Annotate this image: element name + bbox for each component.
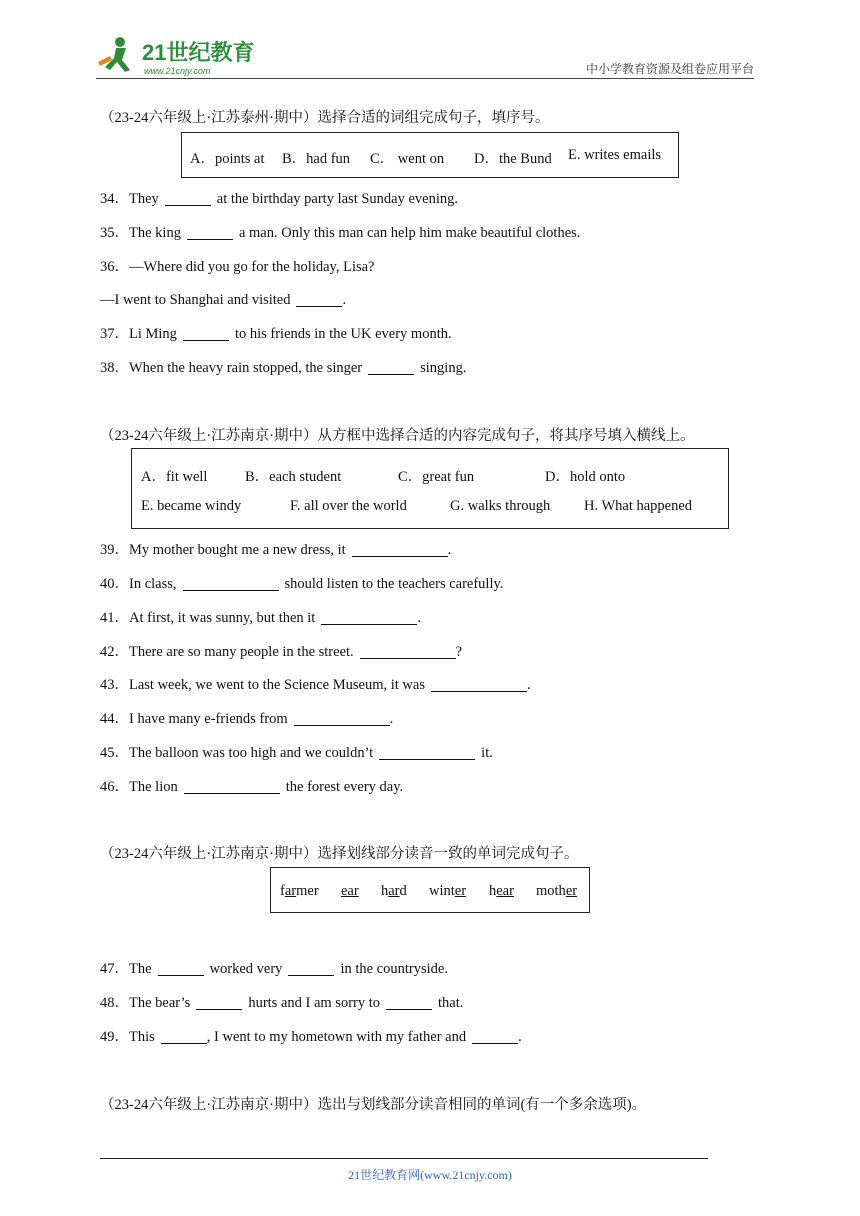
answer-blank[interactable] [187,225,233,240]
question-43: 43．Last week, we went to the Science Museum, it was . [100,677,531,693]
question-number: 41． [100,610,129,626]
section3-instruction: （23-24六年级上·江苏南京·期中）选择划线部分读音一致的单词完成句子。 [100,846,579,862]
word-hear: hear [489,883,514,899]
question-number: 42． [100,644,129,660]
word-farmer: farmer [280,883,319,899]
answer-blank[interactable] [431,677,527,692]
option-c: C． went on [370,151,445,167]
question-number: 48． [100,995,129,1011]
answer-blank[interactable] [294,711,390,726]
option-e: E. became windy [141,498,242,514]
word-ear: ear [341,883,359,899]
question-number: 40． [100,576,129,592]
word-mother: mother [536,883,578,899]
question-44: 44．I have many e-friends from . [100,711,394,727]
answer-blank[interactable] [184,779,280,794]
answer-blank[interactable] [183,576,279,591]
question-46: 46．The lion the forest every day. [100,779,404,795]
answer-blank[interactable] [165,191,211,206]
question-36: 36．—Where did you go for the holiday, Lisa? [100,259,375,275]
option-g: G. walks through [450,498,551,514]
question-42: 42．There are so many people in the street. ? [100,644,463,660]
question-number: 36． [100,259,129,275]
question-45: 45．The balloon was too high and we couldn’t it. [100,745,493,761]
question-number: 47． [100,961,129,977]
option-b: B．had fun [282,151,351,167]
option-a: A．fit well [141,469,208,485]
running-figure-icon [98,37,130,72]
option-a: A．points at [190,151,265,167]
question-48: 48．The bear’s hurts and I am sorry to that. [100,995,464,1011]
question-number: 37． [100,326,129,342]
answer-blank[interactable] [288,961,334,976]
answer-blank[interactable] [161,1029,207,1044]
answer-blank[interactable] [368,360,414,375]
answer-blank[interactable] [158,961,204,976]
question-number: 34． [100,191,129,207]
question-38: 38．When the heavy rain stopped, the singer singing. [100,360,467,376]
footer-link[interactable]: 21世纪教育网(www.21cnjy.com) [348,1168,512,1182]
logo-text: 21世纪教育 [142,40,255,65]
section1-instruction: （23-24六年级上·江苏泰州·期中）选择合适的词组完成句子，填序号。 [100,110,550,126]
answer-blank[interactable] [472,1029,518,1044]
answer-blank[interactable] [296,292,342,307]
option-c: C．great fun [398,469,475,485]
question-number: 38． [100,360,129,376]
header-divider [96,78,754,79]
word-hard: hard [381,883,407,899]
footer-divider [100,1158,708,1159]
question-34: 34．They at the birthday party last Sunday evening. [100,191,459,207]
question-47: 47．The worked very in the countryside. [100,961,448,977]
answer-blank[interactable] [352,542,448,557]
question-37: 37．Li Ming to his friends in the UK every month. [100,326,452,342]
question-number: 43． [100,677,129,693]
question-36-reply: —I went to Shanghai and visited . [100,292,347,308]
question-number: 44． [100,711,129,727]
question-number: 39． [100,542,129,558]
question-40: 40．In class, should listen to the teachers carefully. [100,576,504,592]
header-right-text: 中小学教育资源及组卷应用平台 [585,62,754,76]
answer-blank[interactable] [183,326,229,341]
question-number: 45． [100,745,129,761]
answer-blank[interactable] [386,995,432,1010]
option-f: F. all over the world [290,498,407,514]
section3-word-box [270,867,590,913]
question-number: 46． [100,779,129,795]
logo-subtext: www.21cnjy.com [144,66,211,76]
option-h: H. What happened [584,498,693,514]
answer-blank[interactable] [321,610,417,625]
answer-blank[interactable] [196,995,242,1010]
option-d: D．the Bund [474,151,552,167]
option-e: E. writes emails [568,147,662,163]
option-d: D．hold onto [545,469,626,485]
word-winter: winter [429,883,467,899]
section1-option-box [181,132,679,178]
question-number: 35． [100,225,129,241]
site-logo [96,34,266,78]
section4-instruction: （23-24六年级上·江苏南京·期中）选出与划线部分读音相同的单词(有一个多余选项)。 [100,1097,647,1113]
question-49: 49．This , I went to my hometown with my father and . [100,1029,522,1045]
question-number: 49． [100,1029,129,1045]
question-41: 41．At first, it was sunny, but then it . [100,610,421,626]
section2-option-box [131,448,729,529]
answer-blank[interactable] [360,644,456,659]
question-35: 35．The king a man. Only this man can help him make beautiful clothes. [100,225,581,241]
section2-instruction: （23-24六年级上·江苏南京·期中）从方框中选择合适的内容完成句子，将其序号填入横线上。 [100,428,695,444]
answer-blank[interactable] [379,745,475,760]
question-39: 39．My mother bought me a new dress, it . [100,542,452,558]
option-b: B．each student [245,469,342,485]
